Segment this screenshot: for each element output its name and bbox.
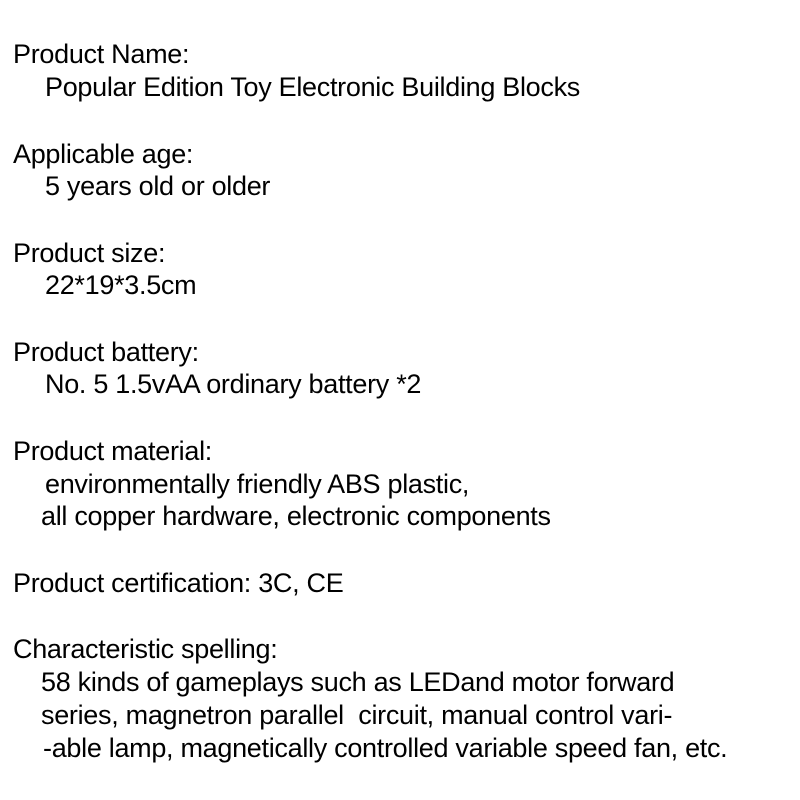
characteristic-spelling-line-2: series, magnetron parallel circuit, manual control vari- xyxy=(41,700,673,730)
product-material-line-1: environmentally friendly ABS plastic, xyxy=(45,469,470,499)
applicable-age-label: Applicable age: xyxy=(13,139,194,169)
applicable-age-value: 5 years old or older xyxy=(45,171,271,201)
product-name-label: Product Name: xyxy=(13,39,190,69)
product-battery-label: Product battery: xyxy=(13,337,199,367)
characteristic-spelling-line-1: 58 kinds of gameplays such as LEDand motor forward xyxy=(41,667,675,697)
product-material-label: Product material: xyxy=(13,436,212,466)
product-size-value: 22*19*3.5cm xyxy=(45,270,197,300)
product-name-value: Popular Edition Toy Electronic Building Blocks xyxy=(45,72,580,102)
characteristic-spelling-line-3: -able lamp, magnetically controlled variable speed fan, etc. xyxy=(43,733,728,763)
product-material-line-2: all copper hardware, electronic components xyxy=(41,501,551,531)
product-certification: Product certification: 3C, CE xyxy=(13,568,344,598)
characteristic-spelling-label: Characteristic spelling: xyxy=(13,634,278,664)
product-size-label: Product size: xyxy=(13,238,166,268)
product-battery-value: No. 5 1.5vAA ordinary battery *2 xyxy=(45,369,422,399)
